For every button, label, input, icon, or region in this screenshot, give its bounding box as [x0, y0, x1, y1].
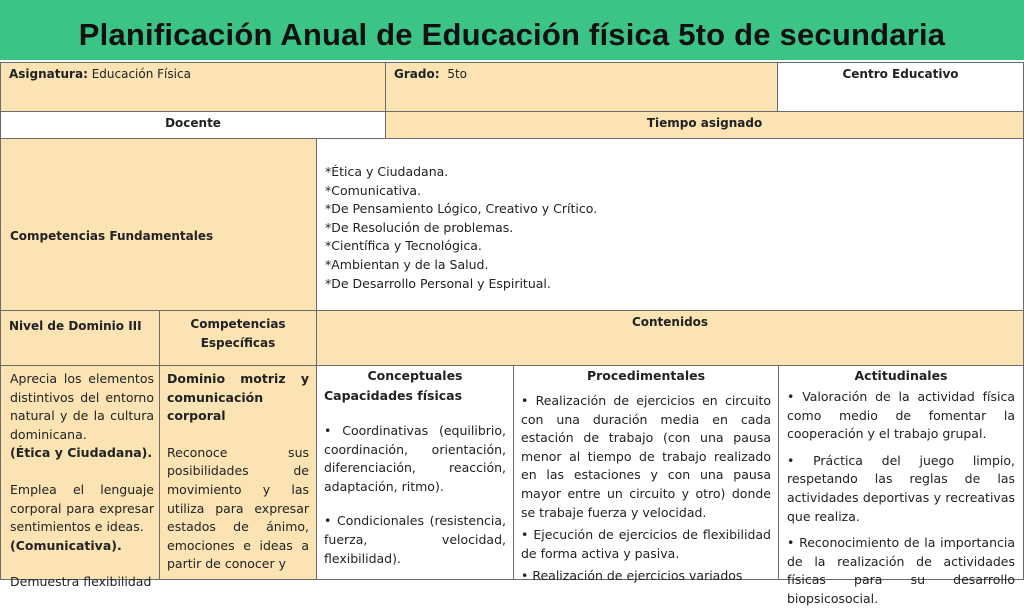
especificas-text: Reconoce sus posibilidades de movimiento y las utiliza para expresar estados de ánimo, emociones e ideas a partir de conocer y	[167, 444, 309, 572]
title-banner	[0, 0, 1024, 60]
competencia-item: *Ética y Ciudadana.	[325, 164, 449, 179]
tiempo-label: Tiempo asignado	[646, 116, 763, 130]
actitudinales-column	[778, 365, 1024, 606]
competencias-fundamentales-label: Competencias Fundamentales	[10, 229, 214, 243]
competencia-item: *De Desarrollo Personal y Espiritual.	[325, 275, 551, 291]
centro-educativo-cell	[777, 62, 1024, 112]
procedimentales-bullet-1: • Realización de ejercicios en circuito con una duración media en cada estación de trabajo (con una pausa menor al tiempo de trabajo realizado en las estaciones y con una pausa mayor entre un circuito y otro) donde se trabaje fuerza y velocidad.	[521, 393, 771, 520]
grado-label: Grado:	[394, 67, 440, 81]
nivel-paragraph-3: Demuestra flexibilidad	[10, 574, 152, 590]
nivel-paragraph-1: Aprecia los elementos distintivos del entorno natural y de la cultura dominicana.	[10, 371, 154, 442]
conceptuales-column	[316, 365, 514, 580]
especificas-title: Dominio motriz y comunicación corporal	[167, 371, 309, 424]
procedimentales-header: Procedimentales	[586, 368, 706, 383]
nivel-tag-2: (Comunicativa).	[10, 537, 122, 553]
capacidades-heading: Capacidades físicas	[324, 388, 463, 403]
conceptuales-bullet-1: • Coordinativas (equilibrio, coordinación, orientación, diferenciación, reacción, adaptación, ritmo).	[324, 423, 506, 494]
especificas-header-line1: Competencias	[190, 317, 286, 331]
docente-cell	[0, 111, 386, 139]
tiempo-asignado-cell	[385, 111, 1024, 139]
nivel-paragraph-2: Emplea el lenguaje corporal para expresar sentimientos e ideas.	[10, 481, 154, 535]
grado-cell	[385, 62, 778, 112]
especificas-header-line2: Específicas	[200, 335, 276, 350]
actitudinales-bullet-2: • Práctica del juego limpio, respetando las reglas de las actividades deportivas y recreativas que realiza.	[787, 452, 1015, 524]
competencias-especificas-header	[159, 310, 317, 366]
centro-label: Centro Educativo	[842, 67, 959, 81]
procedimentales-column	[513, 365, 779, 584]
competencia-item: *Comunicativa.	[325, 182, 422, 198]
planning-table	[0, 60, 1024, 606]
competencia-item: *De Resolución de problemas.	[325, 219, 514, 235]
conceptuales-header: Conceptuales	[367, 368, 463, 383]
asignatura-value: Educación Física	[91, 67, 191, 81]
conceptuales-bullet-2: • Condicionales (resistencia, fuerza, velocidad, flexibilidad).	[324, 513, 506, 566]
competencia-item: *Científica y Tecnológica.	[325, 238, 482, 254]
procedimentales-bullet-3: • Realización de ejercicios variados	[521, 568, 743, 584]
actitudinales-bullet-3: • Reconocimiento de la importancia de la realización de actividades físicas para su desarrollo biopsicosocial.	[787, 535, 1015, 606]
contenidos-label: Contenidos	[631, 315, 709, 329]
procedimentales-bullet-2: • Ejecución de ejercicios de flexibilidad de forma activa y pasiva.	[521, 527, 771, 561]
grado-value: 5to	[447, 67, 468, 81]
nivel-tag-1: (Ética y Ciudadana).	[10, 445, 153, 461]
nivel-dominio-content	[0, 365, 160, 590]
asignatura-cell	[0, 62, 386, 112]
page-title: Planificación Anual de Educación física 5to de secundaria	[78, 17, 946, 52]
actitudinales-header: Actitudinales	[854, 368, 948, 383]
nivel-dominio-header	[0, 310, 160, 366]
nivel-header-label: Nivel de Dominio III	[9, 319, 142, 333]
competencia-item: *Ambientan y de la Salud.	[325, 256, 489, 272]
contenidos-header	[316, 310, 1024, 366]
competencia-item: *De Pensamiento Lógico, Creativo y Crítico.	[325, 201, 598, 217]
actitudinales-bullet-1: • Valoración de la actividad física como medio de fomentar la cooperación y el trabajo grupal.	[787, 389, 1015, 442]
docente-label: Docente	[165, 116, 221, 130]
asignatura-label: Asignatura:	[9, 67, 88, 81]
competencias-especificas-content	[159, 365, 317, 580]
